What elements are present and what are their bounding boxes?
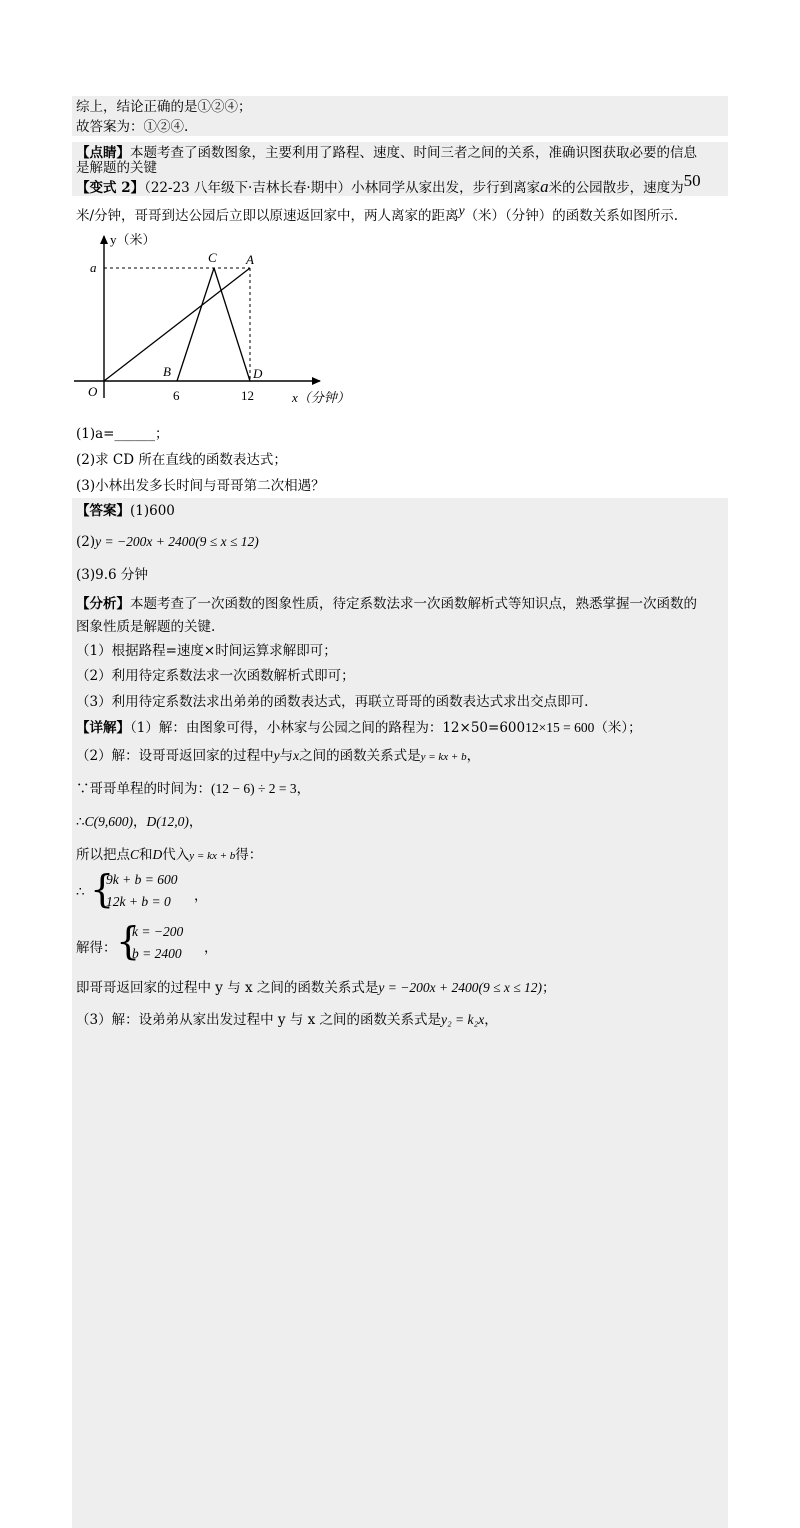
xj4-mid: ， xyxy=(132,814,147,830)
step-2: （2）利用待定系数法求一次函数解析式即可； xyxy=(76,668,355,684)
sys2-eq-b: b = 2400 xyxy=(132,946,182,961)
bianshi-text: （22-23 八年级下·吉林长春·期中）小林同学从家出发，步行到离家 xyxy=(144,180,541,196)
bianshi-line xyxy=(76,171,701,198)
xj7-text: （3）解：设弟弟从家出发过程中 y 与 x 之间的函数关系式是 xyxy=(76,1012,441,1028)
xj2-mid2: 之间的函数关系式是 xyxy=(299,748,421,764)
xj6-eq: y = −200x + 2400(9 ≤ x ≤ 12) xyxy=(378,980,543,995)
question-2: (2)求 CD 所在直线的函数表达式； xyxy=(76,452,287,468)
xiangjie-line-7 xyxy=(76,1010,498,1030)
sys2-prefix: 解得： xyxy=(76,940,117,956)
sys1-end: ， xyxy=(194,888,208,904)
sys1-brace: { xyxy=(90,867,115,911)
answer-line-1 xyxy=(76,501,175,521)
function-graph xyxy=(70,230,370,410)
sys2-end: ， xyxy=(204,940,218,956)
fenxi-line-2: 图象性质是解题的关键. xyxy=(76,619,216,635)
equation-system-1 xyxy=(76,867,276,916)
tick-6-label: 6 xyxy=(173,388,180,403)
xiangjie-end-1: （米）； xyxy=(594,720,642,736)
xj5-mid: 代入 xyxy=(162,847,190,863)
step-1: （1）根据路程=速度×时间运算求解即可； xyxy=(76,643,337,659)
equation-system-2 xyxy=(76,919,276,968)
dianjing-line-2: 是解题的关键 xyxy=(76,160,157,176)
xj4-end: ， xyxy=(188,814,203,830)
xj5-eq: y = kx + b xyxy=(189,850,236,862)
segment-CD xyxy=(214,268,250,381)
origin-label: O xyxy=(88,384,98,399)
xj5-and: 和 xyxy=(139,847,153,863)
tick-12-label: 12 xyxy=(241,388,254,403)
sys1-eq-a: 9k + b = 600 xyxy=(106,872,178,887)
xj4-d: D(12,0) xyxy=(146,814,189,829)
sys1-eq-b: 12k + b = 0 xyxy=(106,894,171,909)
answer-line: 故答案为：①②④. xyxy=(76,119,189,135)
answer-line-2 xyxy=(76,532,259,552)
xj5-c: C xyxy=(130,847,140,862)
xiangjie-text-1: （1）解：由图象可得，小林家与公园之间的路程为：12×50=600 xyxy=(130,720,526,736)
bianshi-text-2: 米/分钟，哥哥到达公园后立即以原速返回家中，两人离家的距离 xyxy=(76,208,459,224)
bianshi-label: 【变式 2】 xyxy=(76,180,145,196)
point-D-label: D xyxy=(253,366,263,381)
xj5-end: 得： xyxy=(235,847,263,863)
conclusion-line: 综上，结论正确的是①②④； xyxy=(76,99,252,115)
xj5-d: D xyxy=(152,847,163,862)
answer-2-prefix: (2) xyxy=(76,534,96,550)
point-C-label: C xyxy=(208,250,217,265)
xiangjie-math-1: 12×15 = 600 xyxy=(525,720,595,735)
xj2-y: y xyxy=(273,748,280,763)
point-B-label: B xyxy=(163,364,171,379)
xj2-text: （2）解：设哥哥返回家的过程中 xyxy=(76,748,274,764)
dianjing-label: 【点睛】 xyxy=(76,145,130,161)
bianshi-text-b: 米的公园散步，速度为 xyxy=(548,180,684,196)
xj7-eq: y₂ = k₂x xyxy=(441,1012,485,1027)
segment-BC xyxy=(177,268,214,381)
xiangjie-line-6 xyxy=(76,978,556,998)
answer-1: (1)600 xyxy=(130,503,175,519)
sys1-prefix: ∴ xyxy=(76,884,85,900)
sys2-brace: { xyxy=(116,919,141,963)
xj2-eq: y = kx + b xyxy=(420,751,467,763)
bianshi-a: a xyxy=(540,177,549,196)
fenxi-line xyxy=(76,594,697,614)
xiangjie-label: 【详解】 xyxy=(76,720,130,736)
xiangjie-line-1 xyxy=(76,718,642,738)
segment-OA xyxy=(104,268,250,381)
xiangjie-line-2 xyxy=(76,746,480,767)
fenxi-label: 【分析】 xyxy=(76,596,130,612)
answer-line-3: (3)9.6 分钟 xyxy=(76,567,148,583)
x-axis-label: x（分钟） xyxy=(292,390,350,405)
answer-label: 【答案】 xyxy=(76,503,130,519)
xj4-prefix: ∴ xyxy=(76,814,85,830)
xj2-end: ， xyxy=(466,748,481,764)
xiangjie-line-4 xyxy=(76,812,202,832)
fenxi-text: 本题考查了一次函数的图象性质，待定系数法求一次函数解析式等知识点，熟悉掌握一次函数的 xyxy=(130,596,697,612)
xj6-text: 即哥哥返回家的过程中 y 与 x 之间的函数关系式是 xyxy=(76,980,379,996)
question-1: (1)a=______； xyxy=(76,426,169,442)
dianjing-text: 本题考查了函数图象，主要利用了路程、速度、时间三者之间的关系，准确识图获取必要的信息 xyxy=(130,145,697,161)
xj3-prefix: ∵哥哥单程的时间为： xyxy=(76,781,211,797)
xj7-end: ， xyxy=(484,1012,498,1028)
bianshi-speed: 50 xyxy=(683,171,701,190)
sys2-eq-a: k = −200 xyxy=(132,924,184,939)
step-3: （3）利用待定系数法求出弟弟的函数表达式，再联立哥哥的函数表达式求出交点即可. xyxy=(76,694,589,710)
xj3-eq: (12 − 6) ÷ 2 = 3 xyxy=(211,781,297,796)
xj2-x: x xyxy=(293,748,300,763)
xiangjie-line-3 xyxy=(76,779,310,799)
bianshi-line-2 xyxy=(76,203,679,226)
point-A-label: A xyxy=(246,252,254,267)
xj5-text: 所以把点 xyxy=(76,847,130,863)
a-label: a xyxy=(90,260,97,275)
xj4-c: C(9,600) xyxy=(84,814,133,829)
bianshi-text-3: （米）（分钟）的函数关系如图所示. xyxy=(464,208,679,224)
answer-2-formula: y = −200x + 2400(9 ≤ x ≤ 12) xyxy=(95,534,259,549)
xj6-end: ； xyxy=(542,980,556,996)
bianshi-y: y xyxy=(458,203,465,218)
xj3-end: ， xyxy=(296,781,311,797)
question-3: (3)小林出发多长时间与哥哥第二次相遇？ xyxy=(76,478,325,494)
y-axis-label: y（米） xyxy=(110,232,156,247)
xiangjie-line-5 xyxy=(76,845,262,866)
xj2-mid: 与 xyxy=(279,748,294,764)
dianjing-line xyxy=(76,143,697,163)
